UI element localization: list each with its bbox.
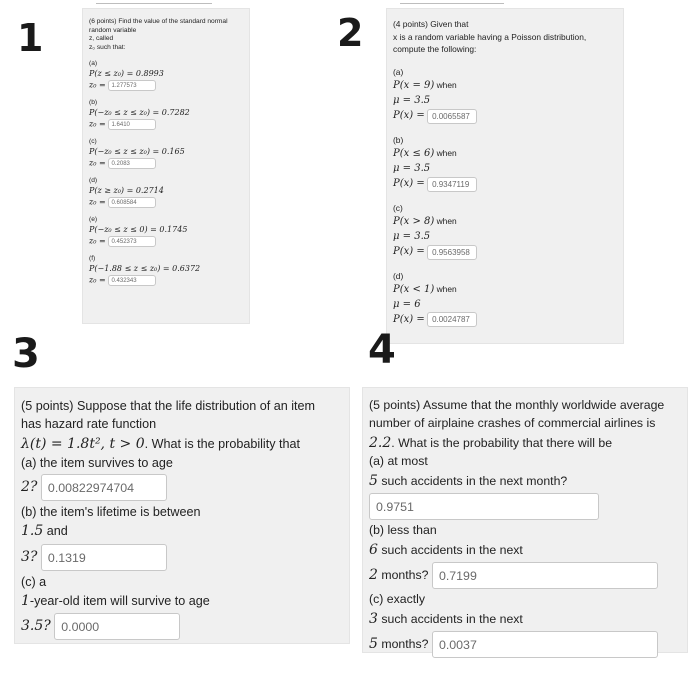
question-2-intro-c: compute the following: [393, 44, 477, 55]
answer-input-a[interactable]: 0.9751 [369, 493, 599, 520]
question-3-intro-a: (5 points) Suppose that the life distribution of an item [21, 399, 316, 413]
answer-input-a[interactable]: 0.00822974704 [41, 474, 167, 501]
top-divider [400, 3, 504, 4]
answer-input-c[interactable]: 0.0037 [432, 631, 658, 658]
answer-input[interactable]: 0.9563958 [427, 245, 477, 260]
question-number-4: 4 [368, 327, 396, 373]
question-4-c-months-text: months? [381, 637, 429, 652]
question-4-b-text: (b) less than [369, 523, 437, 538]
part-expression: P(x > 8) [393, 216, 435, 228]
answer-input[interactable]: 0.432343 [108, 275, 156, 286]
question-2-part-a [393, 66, 623, 124]
part-label: (d) [89, 177, 98, 185]
question-4-intro-a: (5 points) Assume that the monthly worldwide average [369, 398, 665, 412]
part-expression: P(−1.88 ≤ z ≤ z₀) = 0.6372 [89, 263, 201, 273]
question-4-c-text2: such accidents in the next [381, 612, 523, 627]
question-1-part-e [89, 216, 249, 247]
question-4-a-text: (a) at most [369, 453, 428, 468]
px-label: P(x) = [393, 314, 425, 326]
mu-value: μ = 3.5 [393, 231, 431, 243]
question-1-part-c [89, 138, 249, 169]
question-3-c-age: 1 [21, 592, 30, 609]
question-4-b-months: 2 [369, 566, 378, 583]
question-1-part-a [89, 60, 249, 91]
question-1-z0-such: z₀ such that: [89, 43, 126, 51]
answer-input[interactable]: 0.452373 [108, 236, 156, 247]
question-3-b-text: (b) the item's lifetime is between [21, 505, 201, 520]
part-label: (b) [89, 99, 98, 107]
part-label: (c) [89, 138, 97, 146]
part-label: (a) [393, 66, 404, 77]
z0-label: z₀ = [89, 80, 106, 90]
z0-label: z₀ = [89, 275, 106, 285]
z0-label: z₀ = [89, 119, 106, 129]
question-3-c-text: (c) a [21, 574, 47, 589]
part-expression: P(x = 9) [393, 80, 435, 92]
answer-input[interactable]: 0.608584 [108, 197, 156, 208]
question-2-intro-a: (4 points) Given that [393, 19, 469, 29]
question-4-b-text2: such accidents in the next [381, 542, 523, 557]
question-1-part-f [89, 255, 249, 286]
question-2-part-d [393, 270, 623, 328]
answer-input[interactable]: 0.0024787 [427, 312, 477, 327]
answer-input[interactable]: 1.6410 [108, 119, 156, 130]
hazard-function: λ(t) = 1.8t², t > 0 [21, 435, 145, 452]
question-4-c-months: 5 [369, 636, 378, 653]
question-1-intro: (6 points) Find the value of the standard normal random variable [89, 18, 228, 34]
answer-input-c[interactable]: 0.0000 [54, 613, 180, 640]
question-3-c-text2: -year-old item will survive to age [29, 593, 210, 608]
answer-input[interactable]: 0.0065587 [427, 109, 477, 124]
question-4-c-count: 3 [369, 611, 378, 628]
question-3-a-text: (a) the item survives to age [21, 455, 173, 470]
question-4-panel [362, 387, 688, 653]
question-4-c-text: (c) exactly [369, 592, 426, 607]
question-1-panel [82, 8, 250, 324]
question-3-intro-b: has hazard rate function [21, 417, 157, 432]
question-4-b-count: 6 [369, 541, 378, 558]
when-label: when [436, 148, 457, 159]
question-4-b-months-text: months? [381, 567, 429, 582]
question-3-b-and: and [46, 524, 68, 539]
question-2-intro-b: x is a random variable having a Poisson distribution, [393, 31, 587, 42]
part-expression: P(z ≥ z₀) = 0.2714 [89, 185, 164, 195]
answer-input[interactable]: 1.277573 [108, 80, 156, 91]
question-number-2: 2 [337, 11, 364, 55]
px-label: P(x) = [393, 178, 425, 190]
mu-value: μ = 6 [393, 299, 421, 311]
answer-input[interactable]: 0.9347119 [427, 177, 477, 192]
part-expression: P(−z₀ ≤ z ≤ 0) = 0.1745 [89, 224, 188, 234]
mu-value: μ = 3.5 [393, 163, 431, 175]
question-2-part-b [393, 134, 623, 192]
part-label: (d) [393, 270, 404, 281]
question-3-b-low: 1.5 [21, 523, 44, 540]
question-1-part-b [89, 99, 249, 130]
px-label: P(x) = [393, 110, 425, 122]
question-3-b-high: 3? [21, 548, 38, 565]
question-3-a-value: 2? [21, 478, 38, 495]
question-3-panel [14, 387, 350, 644]
part-expression: P(−z₀ ≤ z ≤ z₀) = 0.165 [89, 146, 185, 156]
part-label: (a) [89, 60, 98, 68]
part-expression: P(x < 1) [393, 284, 435, 296]
z0-label: z₀ = [89, 236, 106, 246]
when-label: when [436, 216, 457, 227]
question-3-intro-c: . What is the probability that [144, 436, 301, 451]
answer-input[interactable]: 0.2083 [108, 158, 156, 169]
question-3-c-value: 3.5? [21, 617, 51, 634]
question-4-intro-b: number of airplaine crashes of commercial airlines is [369, 415, 656, 430]
part-label: (c) [393, 202, 403, 213]
when-label: when [436, 80, 457, 91]
question-number-3: 3 [12, 331, 40, 377]
px-label: P(x) = [393, 246, 425, 258]
mu-value: μ = 3.5 [393, 95, 431, 107]
question-number-1: 1 [17, 16, 44, 60]
top-divider [96, 3, 212, 4]
question-4-a-text2: such accidents in the next month? [381, 473, 568, 488]
z0-label: z₀ = [89, 197, 106, 207]
z0-label: z₀ = [89, 158, 106, 168]
part-label: (b) [393, 134, 404, 145]
question-4-a-count: 5 [369, 472, 378, 489]
question-2-part-c [393, 202, 623, 260]
part-label: (e) [89, 216, 98, 224]
answer-input-b[interactable]: 0.1319 [41, 544, 167, 571]
part-expression: P(z ≤ z₀) = 0.8993 [89, 68, 164, 78]
question-4-rate: 2.2 [369, 434, 392, 451]
part-expression: P(x ≤ 6) [393, 148, 435, 160]
answer-input-b[interactable]: 0.7199 [432, 562, 658, 589]
part-expression: P(−z₀ ≤ z ≤ z₀) = 0.7282 [89, 107, 190, 117]
part-label: (f) [89, 255, 96, 263]
question-2-panel [386, 8, 624, 344]
question-4-intro-c: . What is the probability that there will be [391, 435, 613, 450]
when-label: when [436, 284, 457, 295]
question-1-z-called: z, called [89, 35, 114, 43]
question-1-part-d [89, 177, 249, 208]
